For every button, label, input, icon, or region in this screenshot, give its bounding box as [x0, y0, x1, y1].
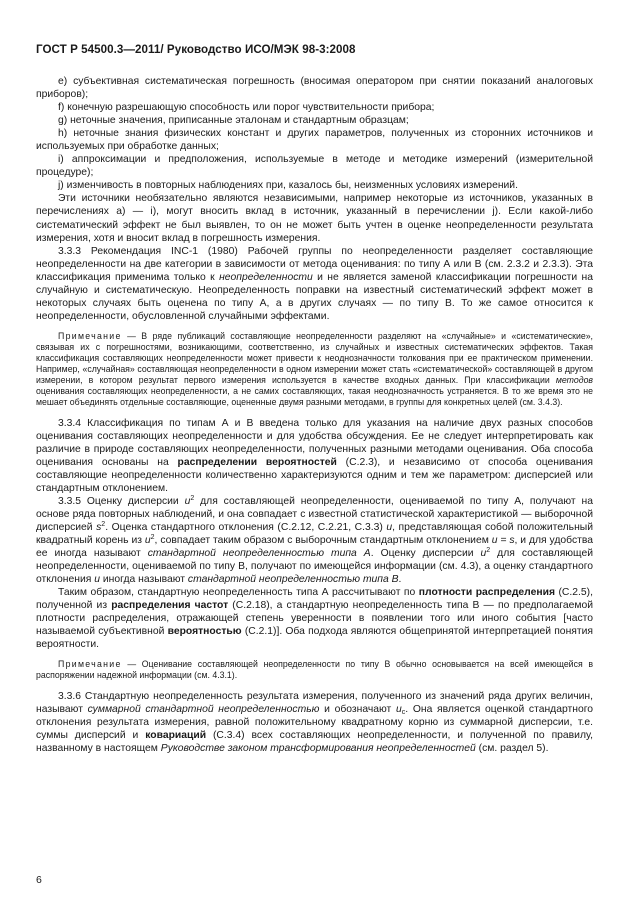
list-item-e: е) субъективная систематическая погрешность (вносимая оператором при снятии показаний аналоговых приборов); — [36, 76, 593, 101]
list-item-i: i) аппроксимации и предположения, используемые в методе и методике измерений (измерительной процедуре); — [36, 154, 593, 179]
paragraph-3-3-3: 3.3.3 Рекомендация INC-1 (1980) Рабочей группы по неопределенности разделяет составляющие неопределенности на две категории в зависимости от метода оценивания: по типу А или В (см. 2.3.2 и 2.3.3). Эта классификация применима только к неопределенности и не является заменой классификации погрешности на случайную и систематическую. Неопределенность поправки на известный систематический эффект может в некоторых случаях быть оценена по типу А, а в других случаях — по типу В. То же самое относится к неопределенности, обусловленной случайными эффектами. — [36, 245, 593, 322]
note-label: Примечание — [58, 659, 122, 670]
paragraph-sources: Эти источники необязательно являются независимыми, например некоторые из источников, указанных в перечислениях а) — i), могут вносить вклад в источник, указанный в перечислении j). Если какой-либо систематический эффект не был выявлен, то он не может быть учтен в оценке неопределенности результата измерения, хотя и вносит вклад в погрешность измерения. — [36, 193, 593, 244]
paragraph-3-3-5: 3.3.5 Оценку дисперсии $u^2$ для составляющей неопределенности, оцениваемой по типу А, получают на основе ряда повторных наблюдений, и она совпадает с известной статистической характеристикой — выборочной дисперсией $s^2$. Оценка стандартного отклонения (С.2.12, С.2.21, С.3.3) u, представляющая собой положительный квадратный корень из $u^2$, совпадает таким образом с выборочным стандартным отклонением u = s, и для удобства ее иногда называют стандартной неопределенностью типа А. Оценку дисперсии $u^2$ для составляющей неопределенности, оцениваемой по типу В, получают по имеющейся информации (см. 4.3), а оценку стандартного отклонения u иногда называют стандартной неопределенностью типа В. — [36, 494, 593, 586]
page-header: ГОСТ Р 54500.3—2011/ Руководство ИСО/МЭК 98-3:2008 — [36, 43, 356, 56]
list-item-f: f) конечную разрешающую способность или порог чувствительности прибора; — [58, 102, 435, 114]
note-1: Примечание — В ряде публикаций составляющие неопределенности разделяют на «случайные» и «систематические», связывая их с погрешностями, возникающими, соответственно, из случайных и известных систематических эффектов. Такая классификация составляющих неопределенности может привести к неоднозначности толкования при ее практическом применении. Например, «случайная» составляющая неопределенности в одном измерении может стать «систематической» составляющей в другом измерении, в котором результат первого измерения используется в качестве входных данных. При классификации методов оценивания составляющих неопределенности, а не самих составляющих, такая неоднозначность устраняется. В то же время это не мешает объединять отдельные составляющие, оцененные двумя разными методами, в группы для конкретных целей (см. 3.4.3). — [36, 330, 593, 408]
note-2: Примечание — Оценивание составляющей неопределенности по типу В обычно основывается на всей имеющейся в распоряжении надежной информации (см. 4.3.1). — [36, 659, 593, 681]
paragraph-thus: Таким образом, стандартную неопределенность типа А рассчитывают по плотности распределения (С.2.5), полученной из распределения частот (С.2.18), а стандартную неопределенность типа В — по предполагаемой плотности распределения, отражающей степень уверенности в появлении того или иного события [часто называемой субъективной вероятностью (С.2.1)]. Оба подхода являются общепринятой интерпретацией понятия вероятности. — [36, 587, 594, 651]
list-item-h: h) неточные знания физических констант и других параметров, полученных из сторонних источников и используемых при обработке данных; — [36, 128, 593, 153]
paragraph-3-3-6: 3.3.6 Стандартную неопределенность результата измерения, полученного из значений ряда других величин, называют суммарной стандартной неопределенностью и обозначают $u_c$. Она является оценкой стандартного отклонения результата измерения, равной положительному квадратному корню из суммарной дисперсии, т.е. суммы дисперсий и ковариаций (С.3.4) всех составляющих неопределенности, и полученной по правилу, названному в настоящем Руководстве законом трансформирования неопределенностей (см. раздел 5). — [36, 690, 594, 754]
document-body — [36, 75, 593, 755]
list-item-g: g) неточные значения, приписанные эталонам и стандартным образцам; — [58, 115, 409, 127]
page-number: 6 — [36, 874, 42, 886]
list-item-j: j) изменчивость в повторных наблюдениях при, казалось бы, неизменных условиях измерений. — [58, 180, 518, 192]
note-label: Примечание — [58, 330, 122, 341]
paragraph-3-3-4: 3.3.4 Классификация по типам А и В введена только для указания на наличие двух разных способов оценивания составляющих неопределенности и для удобства обсуждения. Ее не следует интерпретировать как различие в природе составляющих неопределенности, полученных разными методами оценивания. Оба способа оценивания основаны на распределении вероятностей (С.2.3), и независимо от способа оценивания составляющие неопределенности количественно характеризуются одним и тем же параметром: дисперсией или стандартным отклонением. — [36, 417, 593, 494]
